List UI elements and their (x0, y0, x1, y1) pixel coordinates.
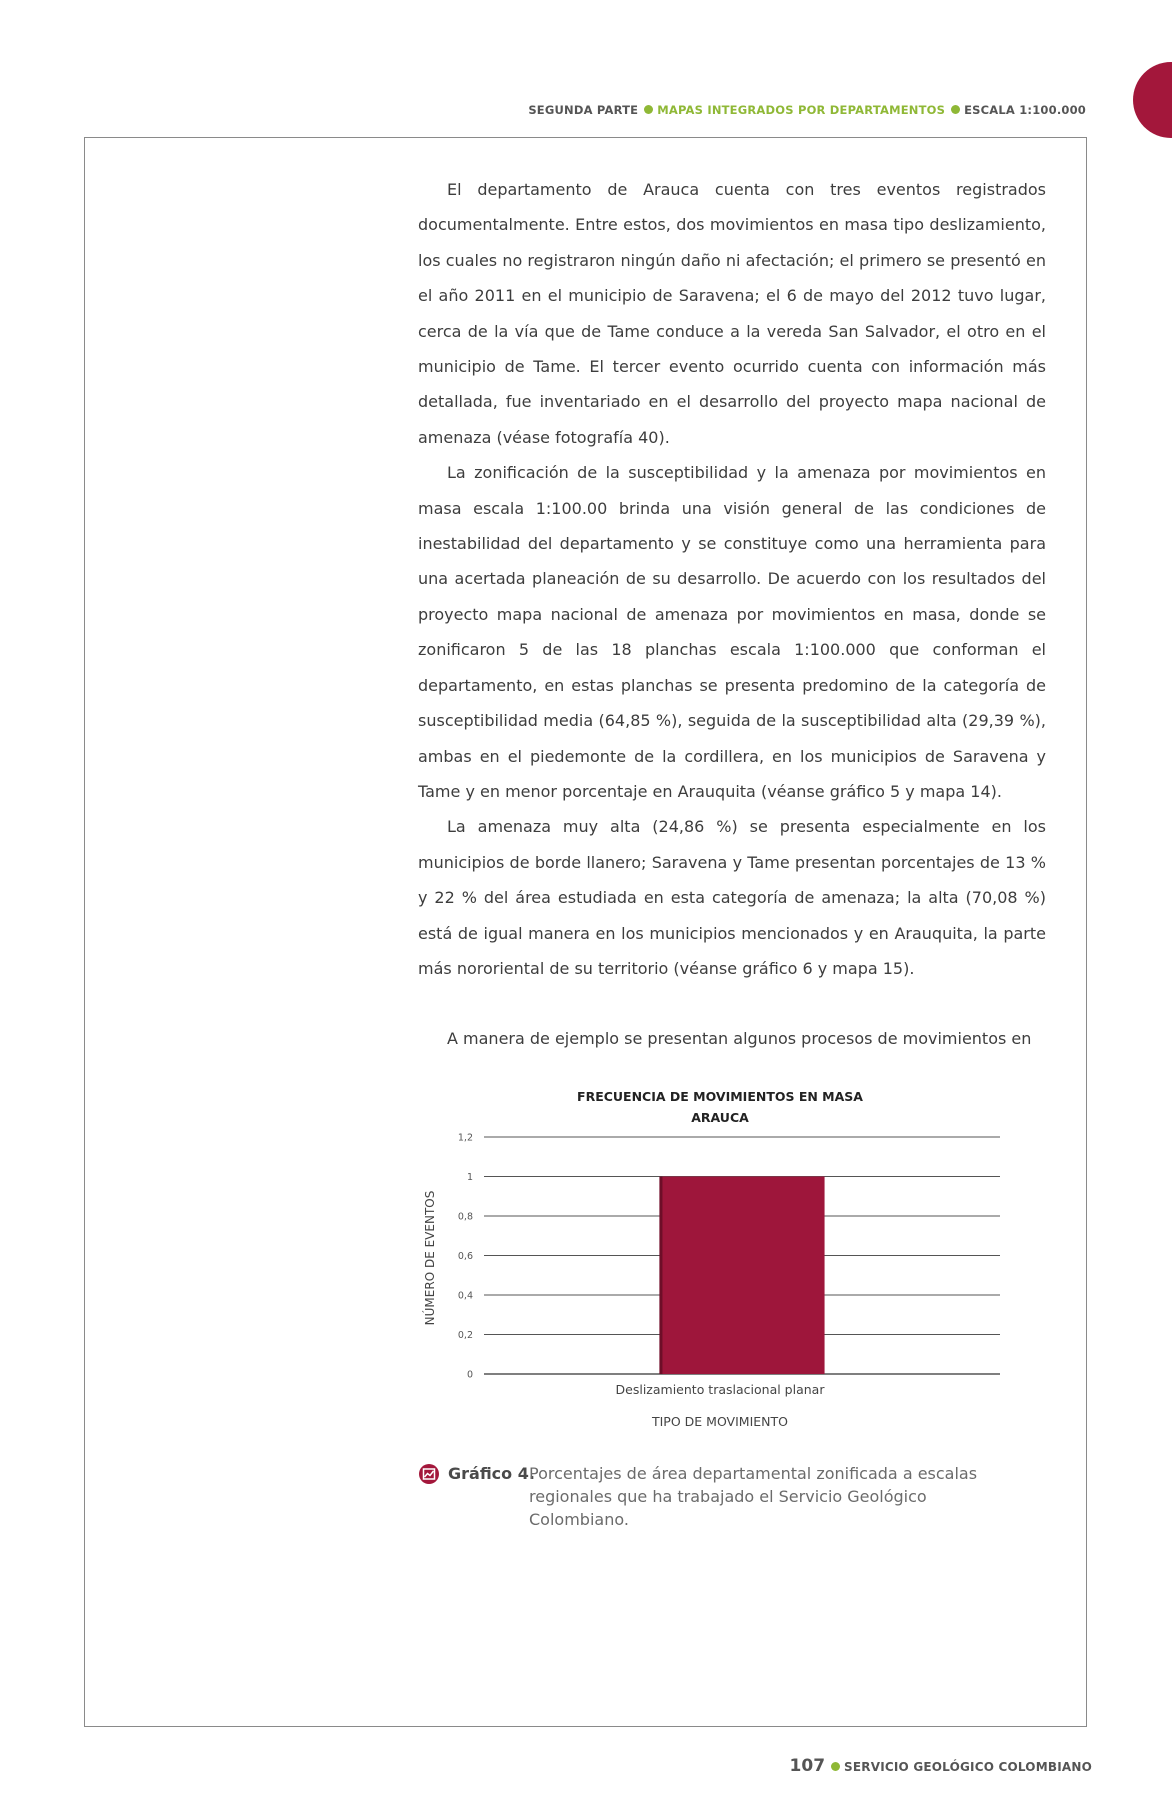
bar-chart (400, 1082, 1020, 1442)
body-text (418, 172, 1046, 1057)
header-section: MAPAS INTEGRADOS POR DEPARTAMENTOS (657, 103, 946, 117)
caption-text: Porcentajes de área departamental zonificada a escalas regionales que ha trabajado el Servicio Geológico Colombiano. (529, 1464, 978, 1529)
y-tick-label: 0,2 (457, 1330, 473, 1341)
header-part: SEGUNDA PARTE (528, 103, 639, 117)
page-number: 107 (789, 1756, 826, 1776)
y-tick-label: 1,2 (457, 1132, 473, 1144)
y-tick-label: 0 (466, 1369, 473, 1381)
y-tick-label: 0,4 (457, 1290, 473, 1302)
bullet-dot-icon (644, 105, 653, 114)
x-axis-label: TIPO DE MOVIMIENTO (651, 1414, 789, 1429)
running-header (528, 103, 1086, 117)
y-axis-label: NÚMERO DE EVENTOS (423, 1190, 437, 1326)
paragraph: A manera de ejemplo se presentan algunos procesos de movimientos en (447, 1029, 1032, 1049)
chart-title: FRECUENCIA DE MOVIMIENTOS EN MASA (577, 1089, 863, 1104)
chart-subtitle: ARAUCA (691, 1110, 749, 1125)
y-tick-label: 0,6 (457, 1251, 473, 1262)
y-tick-label: 0,8 (457, 1211, 473, 1223)
paragraph: El departamento de Arauca cuenta con tres eventos registrados documentalmente. Entre estos, dos movimientos en masa tipo deslizamiento, los cuales no registraron ningún daño ni afectación; el primero se presentó en el año 2011 en el municipio de Saravena; el 6 de mayo del 2012 tuvo lugar, cerca de la vía que de Tame conduce a la vereda San Salvador, el otro en el municipio de Tame. El tercer evento ocurrido cuenta con información más detallada, fue inventariado en el desarrollo del proyecto mapa nacional de amenaza (véase fotografía 40). (418, 180, 1046, 447)
section-tab-marker (1133, 62, 1172, 138)
chart-icon (418, 1463, 440, 1485)
x-tick-label: Deslizamiento traslacional planar (615, 1382, 825, 1397)
bar (659, 1177, 824, 1375)
paragraph: La zonificación de la susceptibilidad y la amenaza por movimientos en masa escala 1:100.00 brinda una visión general de las condiciones de inestabilidad del departamento y se constituye como una herramienta para una acertada planeación de su desarrollo. De acuerdo con los resultados del proyecto mapa nacional de amenaza por movimientos en masa, donde se zonificaron 5 de las 18 planchas escala 1:100.000 que conforman el departamento, en estas planchas se presenta predomino de la categoría de susceptibilidad media (64,85 %), seguida de la susceptibilidad alta (29,39 %), ambas en el piedemonte de la cordillera, en los municipios de Saravena y Tame y en menor porcentaje en Arauquita (véanse gráfico 5 y mapa 14). (418, 463, 1046, 801)
header-scale: ESCALA 1:100.000 (964, 103, 1086, 117)
bullet-dot-icon (831, 1762, 840, 1771)
footer-org: SERVICIO GEOLÓGICO COLOMBIANO (844, 1760, 1092, 1774)
y-tick-label: 1 (466, 1172, 473, 1183)
chart-svg (400, 1082, 1020, 1442)
page-footer (790, 1756, 1092, 1776)
bar-edge (659, 1177, 662, 1375)
paragraph: La amenaza muy alta (24,86 %) se presenta especialmente en los municipios de borde llanero; Saravena y Tame presentan porcentajes de 13 % y 22 % del área estudiada en esta categoría de amenaza; la alta (70,08 %) está de igual manera en los municipios mencionados y en Arauquita, la parte más nororiental de su territorio (véanse gráfico 6 y mapa 15). (418, 817, 1046, 978)
bullet-dot-icon (951, 105, 960, 114)
caption-label: Gráfico 4. (448, 1464, 535, 1483)
